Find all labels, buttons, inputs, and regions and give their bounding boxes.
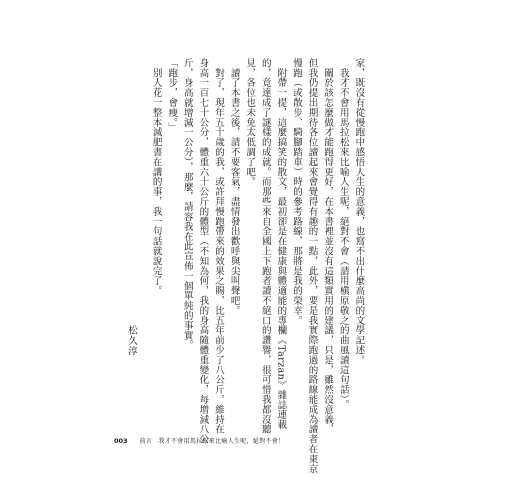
running-title: 前言 我才不會用馬拉松來比喻人生呢，絕對不會！ [139, 438, 285, 445]
preface-column: 我才不會用馬拉松來比喻人生呢，絕對不會（請用槇原敬之的曲風讀這句話）。 [337, 58, 349, 410]
preface-column: 但我仍提出期待各位讀起來會覺得有趣的一點，此外，要是我實際跑過的路線能成為讀者在東京 [306, 58, 318, 474]
preface-column: 慢跑（或散步、騎腳踏車）時的參考路線，那將是我的榮幸。 [290, 58, 302, 326]
page-footer [114, 436, 284, 445]
preface-column: 的，竟達成了謎樣的成就。而那些來自全國上下跑者讀不絕口的讚譽，很可惜我都沒聽 [259, 58, 271, 435]
preface-column: 身高一百七十公分，體重六十公斤的體型（不知為何，我的身高隨體重變化，每增減八公 [197, 58, 209, 445]
author-signature: 松久淳 [126, 325, 137, 357]
preface-quote: 「跑步，會瘦。」 [166, 58, 178, 133]
preface-column: 見，各位也未免太低調了吧。 [244, 58, 256, 187]
preface-column: 別人花一整本減肥書在講的事，我一句話就說完了。 [150, 58, 162, 296]
preface-column: 斤，身高就增減一公分），那麼，請容我在此宣佈一個單純的事實。 [181, 58, 193, 351]
page-number: 003 [114, 437, 128, 445]
preface-column: 關於該怎麼做才能跑得更好，在本書裡並沒有這類實用的建議，只是，雖然沒意義， [322, 58, 334, 435]
preface-column: 讀了本書之後，請不要客氣，盡情發出歡呼與尖叫聲吧。 [228, 58, 240, 316]
preface-column: 對了，現年五十歲的我，或許拜慢跑帶來的效果之賜，比五年前少了八公斤，維持在 [212, 58, 224, 435]
preface-column: 家，既沒有從慢跑中感悟人生的意義，也寫不出什麼高尚的文學記述。 [353, 58, 365, 365]
preface-column: 附帶一提，這麼搞笑的散文，最初卻是在健康與體適能的專欄《Tarzan》雜誌連載 [275, 58, 287, 430]
